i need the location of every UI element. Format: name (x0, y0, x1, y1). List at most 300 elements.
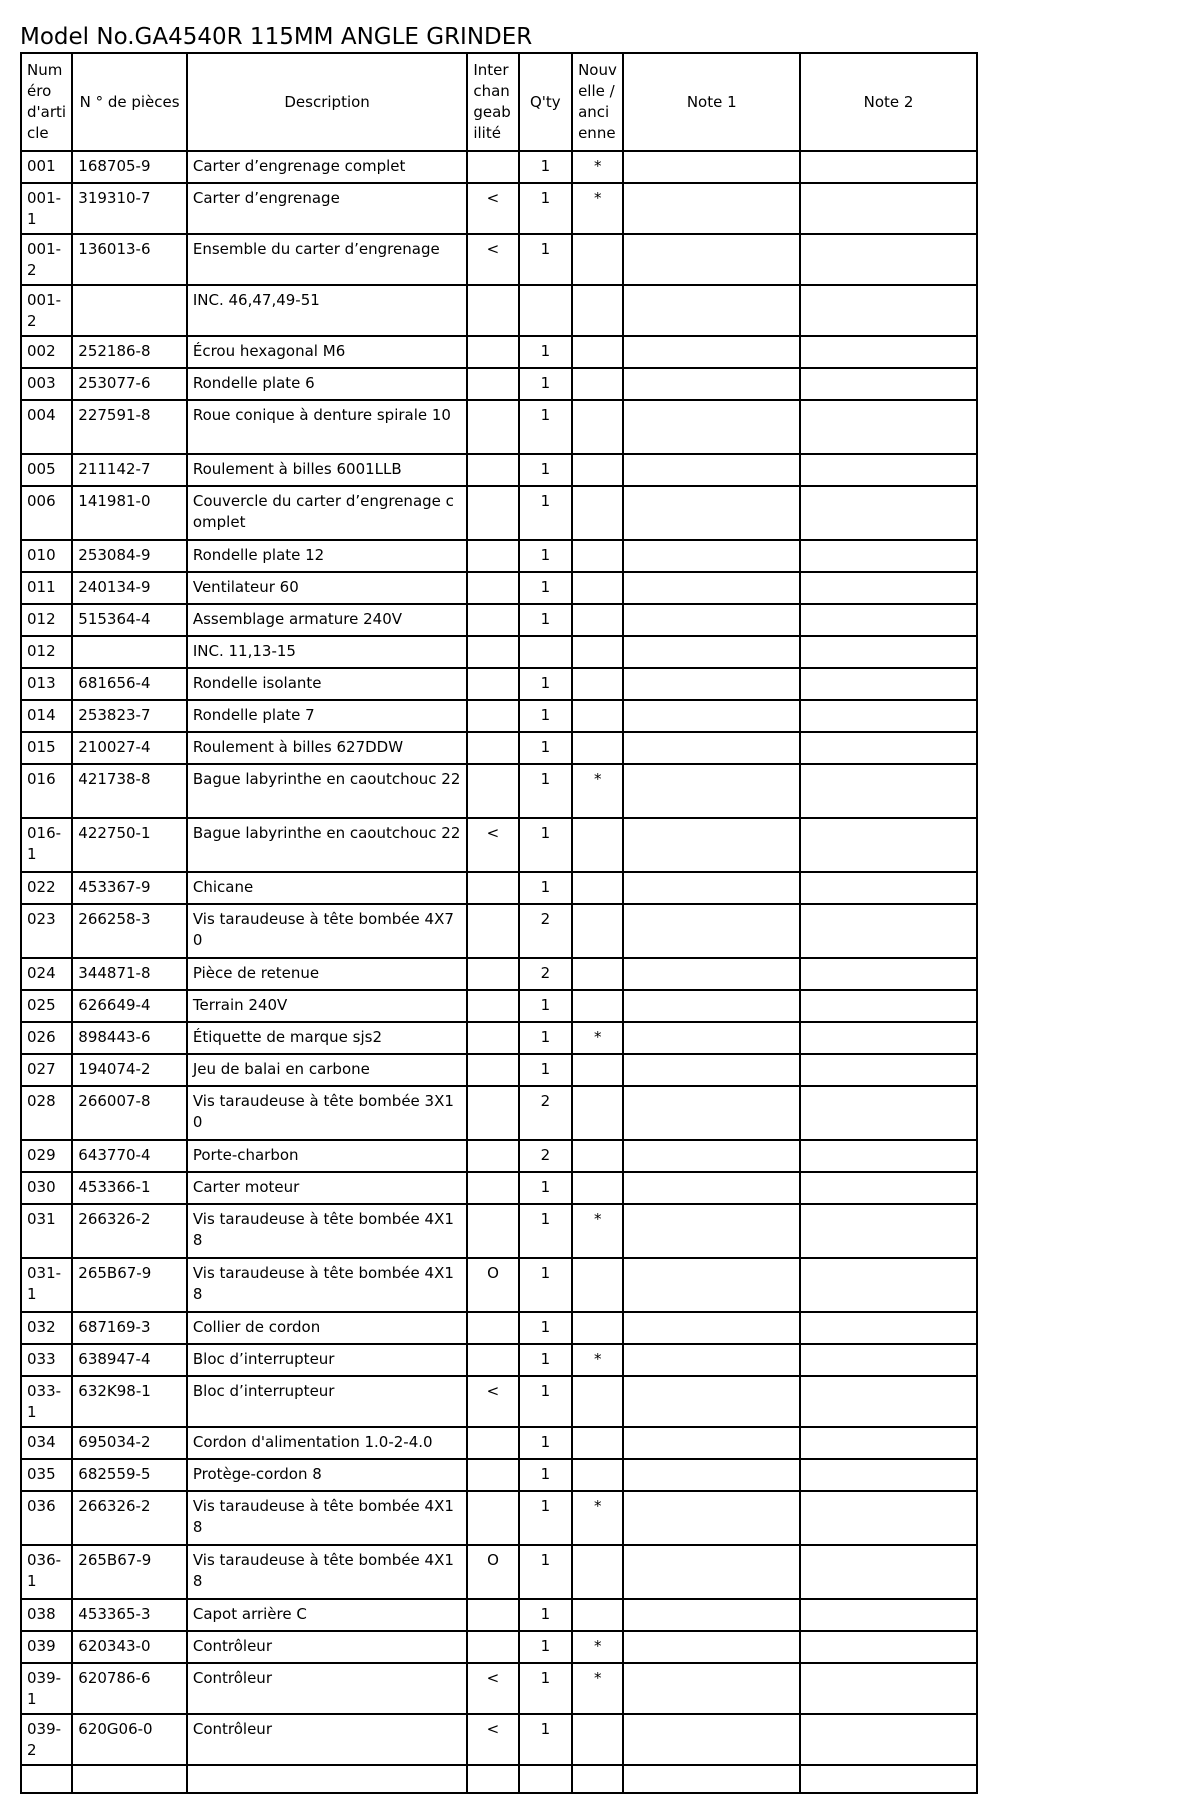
item-number-cell: 032 (21, 1312, 72, 1344)
note-2-cell (800, 234, 977, 285)
new-old-cell (572, 1172, 623, 1204)
empty-cell (572, 1765, 623, 1793)
interchangeability-cell: O (467, 1258, 518, 1312)
part-number-cell: 898443-6 (72, 1022, 187, 1054)
description-cell: Ensemble du carter d’engrenage (187, 234, 467, 285)
part-number-cell: 210027-4 (72, 732, 187, 764)
description-cell: Carter d’engrenage complet (187, 151, 467, 183)
description-cell: Terrain 240V (187, 990, 467, 1022)
description-cell: Rondelle isolante (187, 668, 467, 700)
interchangeability-cell (467, 1054, 518, 1086)
item-number-cell: 033-1 (21, 1376, 72, 1427)
new-old-cell (572, 1714, 623, 1765)
part-number-cell: 265B67-9 (72, 1545, 187, 1599)
note-2-cell (800, 1172, 977, 1204)
table-row (21, 904, 977, 958)
part-number-cell: 620343-0 (72, 1631, 187, 1663)
note-2-cell (800, 1344, 977, 1376)
part-number-cell: 453366-1 (72, 1172, 187, 1204)
note-1-cell (623, 1663, 800, 1714)
quantity-cell: 2 (519, 1086, 572, 1140)
interchangeability-cell (467, 732, 518, 764)
interchangeability-cell: O (467, 1545, 518, 1599)
new-old-cell (572, 668, 623, 700)
note-2-cell (800, 636, 977, 668)
quantity-cell: 1 (519, 1427, 572, 1459)
description-cell: Bague labyrinthe en caoutchouc 22 (187, 818, 467, 872)
table-row (21, 1086, 977, 1140)
quantity-cell: 1 (519, 1054, 572, 1086)
note-1-cell (623, 1459, 800, 1491)
new-old-cell: * (572, 1204, 623, 1258)
interchangeability-cell (467, 486, 518, 540)
note-1-cell (623, 1258, 800, 1312)
interchangeability-cell (467, 1599, 518, 1631)
table-body (21, 151, 977, 1793)
quantity-cell: 1 (519, 1663, 572, 1714)
new-old-cell (572, 368, 623, 400)
quantity-cell: 1 (519, 668, 572, 700)
quantity-cell: 1 (519, 732, 572, 764)
quantity-cell: 1 (519, 1344, 572, 1376)
quantity-cell: 1 (519, 1491, 572, 1545)
quantity-cell: 1 (519, 1258, 572, 1312)
new-old-cell (572, 700, 623, 732)
item-number-cell: 028 (21, 1086, 72, 1140)
item-number-cell: 036-1 (21, 1545, 72, 1599)
part-number-cell: 453367-9 (72, 872, 187, 904)
table-row (21, 636, 977, 668)
note-2-cell (800, 1376, 977, 1427)
description-cell: Collier de cordon (187, 1312, 467, 1344)
table-row-empty (21, 1765, 977, 1793)
item-number-cell: 033 (21, 1344, 72, 1376)
note-1-cell (623, 454, 800, 486)
table-row (21, 151, 977, 183)
interchangeability-cell (467, 572, 518, 604)
part-number-cell: 136013-6 (72, 234, 187, 285)
description-cell: Rondelle plate 12 (187, 540, 467, 572)
table-row (21, 1258, 977, 1312)
item-number-cell: 030 (21, 1172, 72, 1204)
empty-cell (21, 1765, 72, 1793)
item-number-cell: 034 (21, 1427, 72, 1459)
note-1-cell (623, 1344, 800, 1376)
quantity-cell: 1 (519, 368, 572, 400)
note-1-cell (623, 700, 800, 732)
part-number-cell: 643770-4 (72, 1140, 187, 1172)
item-number-cell: 001-2 (21, 285, 72, 336)
part-number-cell: 682559-5 (72, 1459, 187, 1491)
note-2-cell (800, 1631, 977, 1663)
empty-cell (467, 1765, 518, 1793)
new-old-cell: * (572, 764, 623, 818)
note-2-cell (800, 1491, 977, 1545)
note-2-cell (800, 1599, 977, 1631)
table-row (21, 1312, 977, 1344)
part-number-cell: 253823-7 (72, 700, 187, 732)
new-old-cell: * (572, 183, 623, 234)
quantity-cell: 1 (519, 151, 572, 183)
quantity-cell (519, 285, 572, 336)
interchangeability-cell: < (467, 234, 518, 285)
note-2-cell (800, 183, 977, 234)
item-number-cell: 001 (21, 151, 72, 183)
interchangeability-cell (467, 1631, 518, 1663)
new-old-cell (572, 400, 623, 454)
new-old-cell (572, 1427, 623, 1459)
note-1-cell (623, 1714, 800, 1765)
table-row (21, 285, 977, 336)
quantity-cell: 1 (519, 818, 572, 872)
note-1-cell (623, 400, 800, 454)
quantity-cell: 2 (519, 1140, 572, 1172)
quantity-cell: 1 (519, 454, 572, 486)
table-row (21, 818, 977, 872)
quantity-cell: 1 (519, 764, 572, 818)
description-cell: Cordon d'alimentation 1.0-2-4.0 (187, 1427, 467, 1459)
new-old-cell (572, 234, 623, 285)
quantity-cell: 1 (519, 990, 572, 1022)
item-number-cell: 023 (21, 904, 72, 958)
table-row (21, 486, 977, 540)
interchangeability-cell (467, 604, 518, 636)
new-old-cell: * (572, 1663, 623, 1714)
new-old-cell: * (572, 151, 623, 183)
part-number-cell: 168705-9 (72, 151, 187, 183)
note-1-cell (623, 1086, 800, 1140)
note-1-cell (623, 151, 800, 183)
quantity-cell: 1 (519, 486, 572, 540)
item-number-cell: 039 (21, 1631, 72, 1663)
description-cell: Rondelle plate 7 (187, 700, 467, 732)
description-cell: Vis taraudeuse à tête bombée 4X70 (187, 904, 467, 958)
description-cell: Bloc d’interrupteur (187, 1344, 467, 1376)
note-2-cell (800, 1459, 977, 1491)
description-cell: Assemblage armature 240V (187, 604, 467, 636)
note-1-cell (623, 1491, 800, 1545)
interchangeability-cell (467, 668, 518, 700)
note-1-cell (623, 904, 800, 958)
note-1-cell (623, 818, 800, 872)
table-row (21, 1054, 977, 1086)
part-number-cell: 266258-3 (72, 904, 187, 958)
header-quantity: Q'ty (519, 53, 572, 151)
empty-cell (187, 1765, 467, 1793)
description-cell: Contrôleur (187, 1631, 467, 1663)
item-number-cell: 012 (21, 604, 72, 636)
note-1-cell (623, 572, 800, 604)
note-1-cell (623, 183, 800, 234)
quantity-cell: 1 (519, 400, 572, 454)
note-1-cell (623, 486, 800, 540)
description-cell: Roulement à billes 6001LLB (187, 454, 467, 486)
description-cell: Porte-charbon (187, 1140, 467, 1172)
empty-cell (800, 1765, 977, 1793)
interchangeability-cell (467, 1459, 518, 1491)
new-old-cell (572, 1312, 623, 1344)
note-2-cell (800, 872, 977, 904)
new-old-cell (572, 958, 623, 990)
part-number-cell: 632K98-1 (72, 1376, 187, 1427)
table-row (21, 183, 977, 234)
part-number-cell: 620G06-0 (72, 1714, 187, 1765)
item-number-cell: 001-2 (21, 234, 72, 285)
table-row (21, 1204, 977, 1258)
part-number-cell: 265B67-9 (72, 1258, 187, 1312)
quantity-cell: 2 (519, 904, 572, 958)
item-number-cell: 039-1 (21, 1663, 72, 1714)
new-old-cell (572, 1545, 623, 1599)
new-old-cell (572, 904, 623, 958)
header-item-number: Numéro d'article (21, 53, 72, 151)
part-number-cell: 453365-3 (72, 1599, 187, 1631)
table-row (21, 1172, 977, 1204)
quantity-cell: 1 (519, 1376, 572, 1427)
note-1-cell (623, 1427, 800, 1459)
part-number-cell: 253077-6 (72, 368, 187, 400)
interchangeability-cell (467, 285, 518, 336)
note-2-cell (800, 1312, 977, 1344)
part-number-cell: 638947-4 (72, 1344, 187, 1376)
note-1-cell (623, 604, 800, 636)
interchangeability-cell (467, 151, 518, 183)
item-number-cell: 016 (21, 764, 72, 818)
quantity-cell: 1 (519, 1204, 572, 1258)
table-row (21, 990, 977, 1022)
new-old-cell: * (572, 1491, 623, 1545)
interchangeability-cell: < (467, 1714, 518, 1765)
note-2-cell (800, 700, 977, 732)
note-1-cell (623, 1022, 800, 1054)
empty-cell (519, 1765, 572, 1793)
item-number-cell: 014 (21, 700, 72, 732)
part-number-cell (72, 636, 187, 668)
note-1-cell (623, 990, 800, 1022)
note-1-cell (623, 668, 800, 700)
note-2-cell (800, 1258, 977, 1312)
new-old-cell (572, 540, 623, 572)
item-number-cell: 006 (21, 486, 72, 540)
table-row (21, 1344, 977, 1376)
note-2-cell (800, 732, 977, 764)
note-1-cell (623, 368, 800, 400)
note-2-cell (800, 368, 977, 400)
note-1-cell (623, 1054, 800, 1086)
part-number-cell: 194074-2 (72, 1054, 187, 1086)
note-2-cell (800, 454, 977, 486)
description-cell: Vis taraudeuse à tête bombée 4X18 (187, 1491, 467, 1545)
new-old-cell (572, 818, 623, 872)
note-1-cell (623, 1376, 800, 1427)
item-number-cell: 004 (21, 400, 72, 454)
interchangeability-cell (467, 872, 518, 904)
interchangeability-cell (467, 1140, 518, 1172)
item-number-cell: 036 (21, 1491, 72, 1545)
interchangeability-cell (467, 540, 518, 572)
table-row (21, 336, 977, 368)
part-number-cell: 421738-8 (72, 764, 187, 818)
item-number-cell: 005 (21, 454, 72, 486)
part-number-cell: 141981-0 (72, 486, 187, 540)
part-number-cell: 266007-8 (72, 1086, 187, 1140)
table-row (21, 540, 977, 572)
interchangeability-cell (467, 1427, 518, 1459)
quantity-cell: 1 (519, 1312, 572, 1344)
new-old-cell (572, 336, 623, 368)
table-row (21, 958, 977, 990)
item-number-cell: 027 (21, 1054, 72, 1086)
description-cell: Protège-cordon 8 (187, 1459, 467, 1491)
interchangeability-cell (467, 990, 518, 1022)
table-row (21, 732, 977, 764)
note-1-cell (623, 958, 800, 990)
description-cell: Vis taraudeuse à tête bombée 4X18 (187, 1258, 467, 1312)
table-row (21, 1663, 977, 1714)
new-old-cell (572, 1054, 623, 1086)
item-number-cell: 015 (21, 732, 72, 764)
part-number-cell: 515364-4 (72, 604, 187, 636)
note-2-cell (800, 486, 977, 540)
quantity-cell (519, 636, 572, 668)
interchangeability-cell (467, 636, 518, 668)
interchangeability-cell (467, 454, 518, 486)
quantity-cell: 1 (519, 183, 572, 234)
interchangeability-cell (467, 700, 518, 732)
note-1-cell (623, 285, 800, 336)
note-2-cell (800, 1663, 977, 1714)
new-old-cell (572, 454, 623, 486)
new-old-cell (572, 1086, 623, 1140)
description-cell: Étiquette de marque sjs2 (187, 1022, 467, 1054)
item-number-cell: 016-1 (21, 818, 72, 872)
quantity-cell: 1 (519, 336, 572, 368)
header-part-number: N ° de pièces (72, 53, 187, 151)
description-cell: Roue conique à denture spirale 10 (187, 400, 467, 454)
description-cell: Carter moteur (187, 1172, 467, 1204)
interchangeability-cell (467, 1022, 518, 1054)
table-row (21, 604, 977, 636)
note-2-cell (800, 990, 977, 1022)
description-cell: Vis taraudeuse à tête bombée 4X18 (187, 1545, 467, 1599)
quantity-cell: 1 (519, 700, 572, 732)
new-old-cell: * (572, 1022, 623, 1054)
description-cell: Capot arrière C (187, 1599, 467, 1631)
interchangeability-cell (467, 1086, 518, 1140)
note-2-cell (800, 958, 977, 990)
part-number-cell (72, 285, 187, 336)
interchangeability-cell: < (467, 818, 518, 872)
interchangeability-cell (467, 1204, 518, 1258)
part-number-cell: 240134-9 (72, 572, 187, 604)
description-cell: Jeu de balai en carbone (187, 1054, 467, 1086)
note-1-cell (623, 636, 800, 668)
empty-cell (72, 1765, 187, 1793)
note-1-cell (623, 234, 800, 285)
item-number-cell: 003 (21, 368, 72, 400)
item-number-cell: 035 (21, 1459, 72, 1491)
note-2-cell (800, 572, 977, 604)
item-number-cell: 025 (21, 990, 72, 1022)
new-old-cell (572, 732, 623, 764)
document-title: Model No.GA4540R 115MM ANGLE GRINDER (20, 24, 533, 50)
table-row (21, 400, 977, 454)
part-number-cell: 681656-4 (72, 668, 187, 700)
quantity-cell: 1 (519, 540, 572, 572)
table-row (21, 1427, 977, 1459)
new-old-cell (572, 285, 623, 336)
table-row (21, 454, 977, 486)
description-cell: INC. 46,47,49-51 (187, 285, 467, 336)
description-cell: Vis taraudeuse à tête bombée 4X18 (187, 1204, 467, 1258)
description-cell: Rondelle plate 6 (187, 368, 467, 400)
new-old-cell (572, 990, 623, 1022)
header-note-2: Note 2 (800, 53, 977, 151)
table-row (21, 368, 977, 400)
table-row (21, 1140, 977, 1172)
note-2-cell (800, 764, 977, 818)
note-1-cell (623, 1599, 800, 1631)
item-number-cell: 031-1 (21, 1258, 72, 1312)
note-2-cell (800, 336, 977, 368)
new-old-cell (572, 1258, 623, 1312)
note-2-cell (800, 1545, 977, 1599)
table-row (21, 234, 977, 285)
note-2-cell (800, 1054, 977, 1086)
note-2-cell (800, 904, 977, 958)
table-row (21, 764, 977, 818)
header-description: Description (187, 53, 467, 151)
part-number-cell: 626649-4 (72, 990, 187, 1022)
table-row (21, 1491, 977, 1545)
note-2-cell (800, 1022, 977, 1054)
interchangeability-cell: < (467, 183, 518, 234)
table-row (21, 1459, 977, 1491)
item-number-cell: 002 (21, 336, 72, 368)
note-2-cell (800, 1714, 977, 1765)
item-number-cell: 001-1 (21, 183, 72, 234)
table-row (21, 572, 977, 604)
item-number-cell: 012 (21, 636, 72, 668)
description-cell: Vis taraudeuse à tête bombée 3X10 (187, 1086, 467, 1140)
description-cell: Bague labyrinthe en caoutchouc 22 (187, 764, 467, 818)
item-number-cell: 024 (21, 958, 72, 990)
table-row (21, 1599, 977, 1631)
item-number-cell: 039-2 (21, 1714, 72, 1765)
note-2-cell (800, 1427, 977, 1459)
part-number-cell: 695034-2 (72, 1427, 187, 1459)
note-2-cell (800, 604, 977, 636)
part-number-cell: 211142-7 (72, 454, 187, 486)
table-row (21, 1022, 977, 1054)
item-number-cell: 029 (21, 1140, 72, 1172)
description-cell: Bloc d’interrupteur (187, 1376, 467, 1427)
part-number-cell: 253084-9 (72, 540, 187, 572)
table-row (21, 872, 977, 904)
new-old-cell (572, 1376, 623, 1427)
new-old-cell (572, 1140, 623, 1172)
quantity-cell: 1 (519, 1714, 572, 1765)
quantity-cell: 2 (519, 958, 572, 990)
new-old-cell (572, 486, 623, 540)
table-header-row (21, 53, 977, 151)
part-number-cell: 266326-2 (72, 1491, 187, 1545)
part-number-cell: 319310-7 (72, 183, 187, 234)
item-number-cell: 013 (21, 668, 72, 700)
note-2-cell (800, 1204, 977, 1258)
item-number-cell: 026 (21, 1022, 72, 1054)
quantity-cell: 1 (519, 234, 572, 285)
